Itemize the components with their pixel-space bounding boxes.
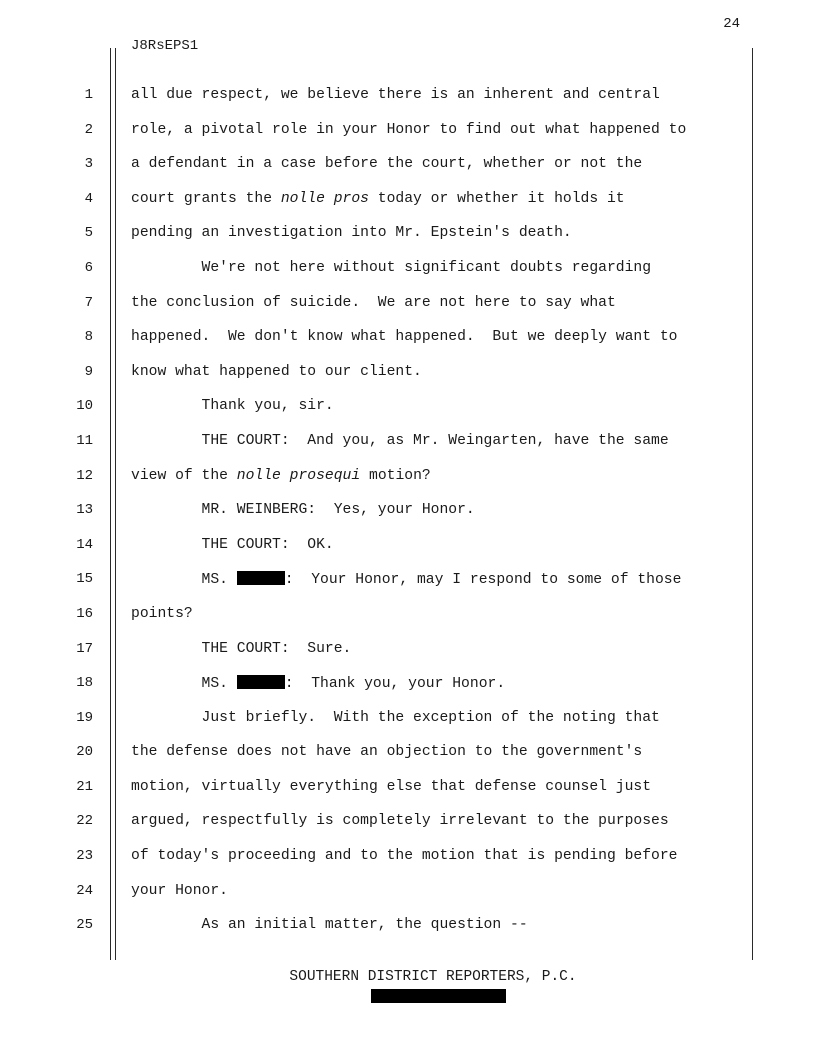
reporter-footer: SOUTHERN DISTRICT REPORTERS, P.C. <box>289 969 577 985</box>
redaction-bar-footer <box>371 989 506 1003</box>
line-text-segment: happened. We don't know what happened. But we deeply want to <box>131 329 678 346</box>
line-number: 5 <box>84 225 93 242</box>
line-text <box>131 156 642 172</box>
transcript-line <box>0 561 816 596</box>
line-text <box>131 917 528 933</box>
transcript-line <box>0 146 816 181</box>
line-text-segment: We're not here without significant doubts regarding <box>131 259 652 276</box>
line-number: 9 <box>84 363 93 380</box>
line-text-segment: today or whether it holds it <box>368 190 625 207</box>
line-text-segment: motion? <box>360 467 431 484</box>
line-number: 21 <box>76 778 93 795</box>
line-number: 23 <box>76 848 93 865</box>
transcript-line <box>0 458 816 493</box>
page-number: 24 <box>723 16 740 32</box>
line-text-segment: a defendant in a case before the court, whether or not the <box>131 156 643 173</box>
italic-term: nolle pros <box>280 190 369 207</box>
line-number: 20 <box>76 744 93 761</box>
transcript-line <box>0 285 816 320</box>
line-number: 8 <box>84 329 93 346</box>
redaction-bar <box>237 571 285 585</box>
line-text <box>131 848 677 864</box>
transcript-line <box>0 388 816 423</box>
transcript-line <box>0 492 816 527</box>
line-text <box>131 883 228 899</box>
line-text-segment: : Your Honor, may I respond to some of those <box>284 572 682 589</box>
document-code: J8RsEPS1 <box>131 38 199 54</box>
line-number: 7 <box>84 294 93 311</box>
transcript-line <box>0 803 816 838</box>
line-text <box>131 87 660 103</box>
transcript-line <box>0 596 816 631</box>
line-text <box>131 295 616 311</box>
line-text <box>131 329 677 345</box>
line-text <box>131 571 681 588</box>
line-text-segment: role, a pivotal role in your Honor to find out what happened to <box>131 121 687 138</box>
line-text <box>131 502 475 518</box>
line-text <box>131 779 651 795</box>
line-text-segment: Thank you, sir. <box>131 398 334 415</box>
transcript-line <box>0 527 816 562</box>
line-text <box>131 468 431 484</box>
line-text <box>131 364 422 380</box>
line-number: 25 <box>76 917 93 934</box>
redaction-bar <box>237 675 285 689</box>
line-text-segment: points? <box>131 605 193 622</box>
transcript-line <box>0 907 816 942</box>
line-text <box>131 537 334 553</box>
transcript-line <box>0 77 816 112</box>
line-text <box>131 744 642 760</box>
line-text-segment: motion, virtually everything else that defense counsel just <box>131 778 652 795</box>
line-text-segment: MS. <box>131 676 237 693</box>
transcript-line <box>0 112 816 147</box>
line-text-segment: MR. WEINBERG: Yes, your Honor. <box>131 502 475 519</box>
line-text-segment: Just briefly. With the exception of the noting that <box>131 709 660 726</box>
transcript-line <box>0 665 816 700</box>
line-text-segment: MS. <box>131 572 237 589</box>
line-text-segment: of today's proceeding and to the motion that is pending before <box>131 848 678 865</box>
line-number: 14 <box>76 536 93 553</box>
transcript-line <box>0 631 816 666</box>
line-text <box>131 433 669 449</box>
line-number: 17 <box>76 640 93 657</box>
line-text <box>131 606 193 622</box>
transcript-line <box>0 354 816 389</box>
line-text-segment: THE COURT: Sure. <box>131 640 352 657</box>
line-number: 18 <box>76 675 93 692</box>
line-text-segment: THE COURT: OK. <box>131 536 334 553</box>
line-number: 16 <box>76 605 93 622</box>
line-number: 19 <box>76 709 93 726</box>
line-text <box>131 260 651 276</box>
line-text <box>131 813 669 829</box>
line-text-segment: : Thank you, your Honor. <box>284 676 506 693</box>
line-text <box>131 191 625 207</box>
transcript-line <box>0 423 816 458</box>
line-number: 6 <box>84 259 93 276</box>
line-text-segment: all due respect, we believe there is an inherent and central <box>131 87 660 103</box>
line-text-segment: As an initial matter, the question -- <box>131 917 528 934</box>
line-text-segment: view of the <box>131 467 237 484</box>
transcript-line <box>0 769 816 804</box>
line-text-segment: pending an investigation into Mr. Epstein's death. <box>131 225 572 242</box>
line-number: 11 <box>76 432 93 449</box>
transcript-line <box>0 181 816 216</box>
line-number: 13 <box>76 502 93 519</box>
italic-term: nolle prosequi <box>236 467 361 484</box>
line-number: 3 <box>84 156 93 173</box>
line-number: 4 <box>84 190 93 207</box>
line-number: 12 <box>76 467 93 484</box>
line-text-segment: the conclusion of suicide. We are not here to say what <box>131 294 616 311</box>
line-number: 2 <box>84 121 93 138</box>
transcript-line <box>0 734 816 769</box>
line-text-segment: argued, respectfully is completely irrelevant to the purposes <box>131 813 669 830</box>
line-text <box>131 398 334 414</box>
line-text <box>131 122 686 138</box>
transcript-line <box>0 838 816 873</box>
line-number: 10 <box>76 398 93 415</box>
transcript-line <box>0 215 816 250</box>
line-number: 24 <box>76 882 93 899</box>
transcript-line <box>0 319 816 354</box>
line-text-segment: your Honor. <box>131 882 228 899</box>
line-text-segment: know what happened to our client. <box>131 363 422 380</box>
line-text <box>131 641 351 657</box>
transcript-line <box>0 250 816 285</box>
transcript-line <box>0 700 816 735</box>
line-number: 22 <box>76 813 93 830</box>
transcript-body <box>0 77 816 942</box>
line-text-segment: the defense does not have an objection to the government's <box>131 744 643 761</box>
line-text <box>131 710 660 726</box>
line-text <box>131 675 505 692</box>
line-text-segment: court grants the <box>131 190 281 207</box>
line-text <box>131 225 572 241</box>
line-number: 15 <box>76 571 93 588</box>
transcript-line <box>0 873 816 908</box>
line-number: 1 <box>84 87 93 103</box>
line-text-segment: THE COURT: And you, as Mr. Weingarten, have the same <box>131 432 669 449</box>
